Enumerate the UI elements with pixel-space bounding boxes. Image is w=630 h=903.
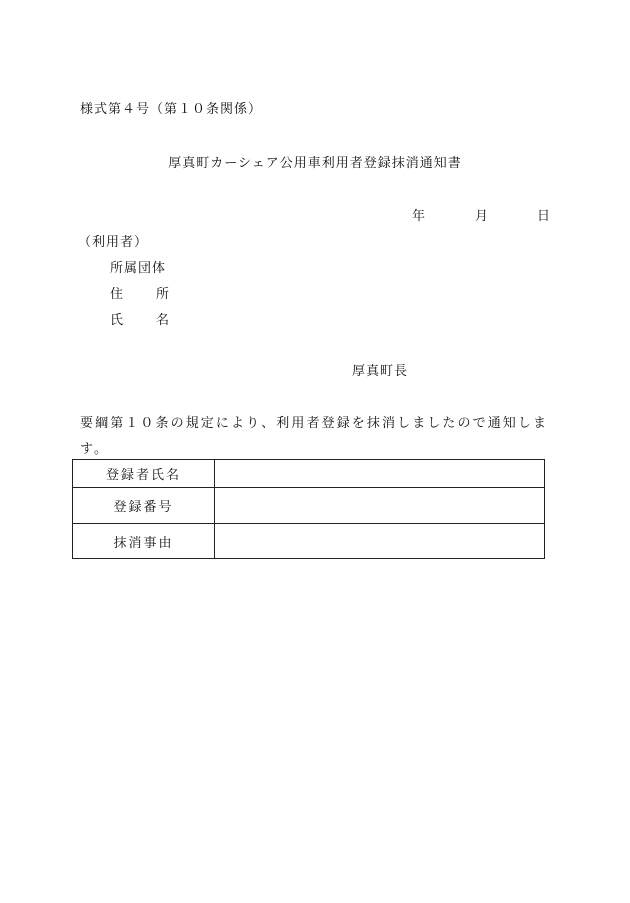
address-label — [110, 283, 169, 302]
table-row — [73, 524, 545, 559]
name-label-part-2: 名 — [156, 313, 170, 328]
recipient-heading: （利用者） — [78, 235, 149, 250]
table-row — [73, 488, 545, 524]
date-year-label: 年 — [412, 209, 426, 224]
registration-info-table — [72, 459, 545, 559]
affiliation-label: 所属団体 — [110, 261, 167, 276]
name-label — [110, 309, 169, 328]
name-label-part-1: 氏 — [110, 313, 124, 328]
document-title: 厚真町カーシェア公用車利用者登録抹消通知書 — [168, 156, 462, 171]
address-label-part-2: 所 — [156, 287, 170, 302]
date-month-label: 月 — [475, 209, 489, 224]
notice-body-text: 要綱第１０条の規定により、利用者登録を抹消しましたので通知します。 — [80, 416, 549, 457]
registrant-name-value — [215, 460, 545, 488]
address-label-part-1: 住 — [110, 287, 124, 302]
registration-number-value — [215, 488, 545, 524]
cancellation-reason-label: 抹消事由 — [73, 524, 215, 559]
registration-number-label: 登録番号 — [73, 488, 215, 524]
form-number: 様式第４号（第１０条関係） — [80, 102, 263, 117]
issuer-name: 厚真町長 — [352, 364, 409, 379]
cancellation-reason-value — [215, 524, 545, 559]
registrant-name-label: 登録者氏名 — [73, 460, 215, 488]
table-row — [73, 460, 545, 488]
date-day-label: 日 — [537, 209, 551, 224]
